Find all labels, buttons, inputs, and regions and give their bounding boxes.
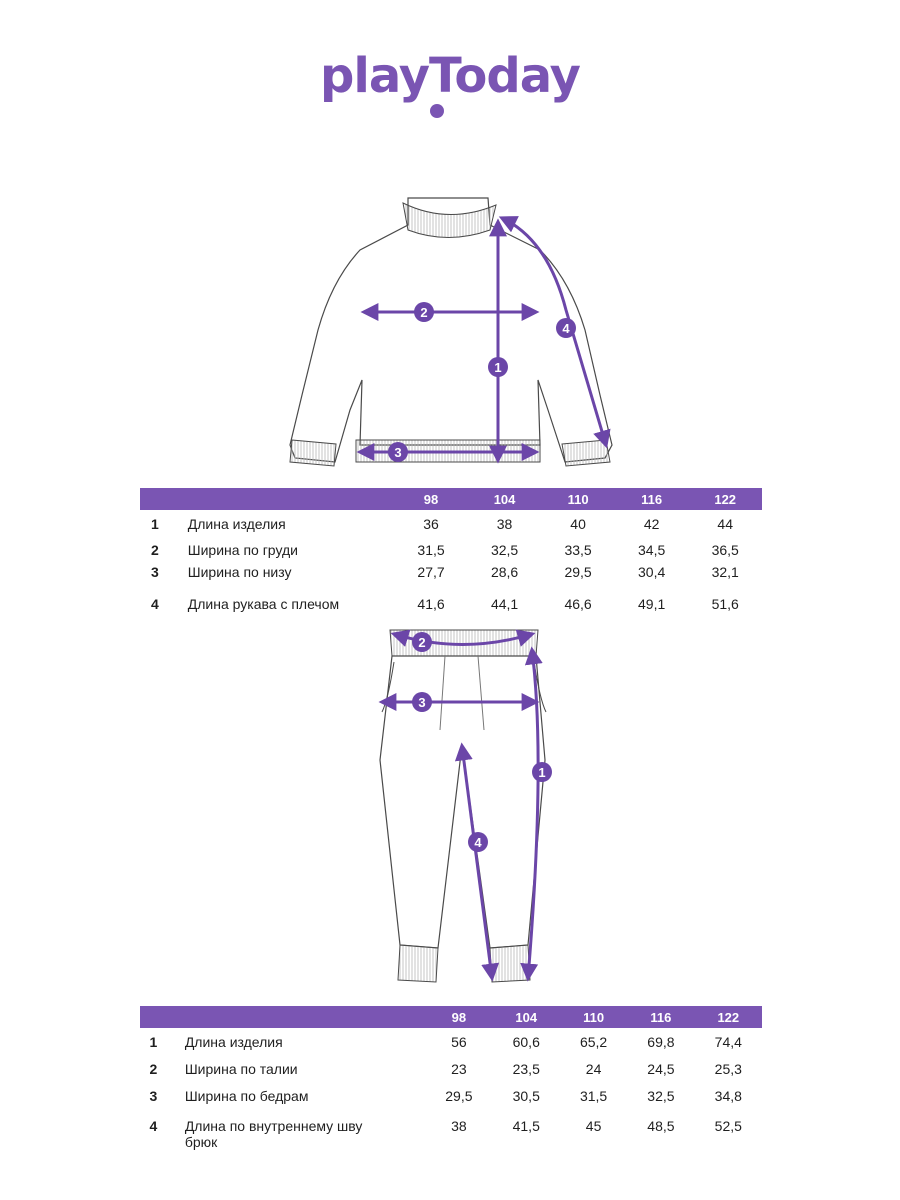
size-header: 116 (615, 488, 689, 510)
row-label: Ширина по низу (187, 564, 292, 580)
cell-value: 52,5 (714, 1118, 742, 1134)
cell-value: 60,6 (512, 1034, 540, 1050)
brand-logo (0, 48, 900, 104)
logo-text: playToday (320, 48, 580, 104)
row-number: 2 (150, 542, 159, 558)
table-header-row (140, 488, 762, 510)
cell-value: 69,8 (647, 1034, 675, 1050)
size-header: 104 (468, 488, 542, 510)
cell-value: 40 (570, 516, 586, 532)
row-label: Длина по внутреннему шву брюк (184, 1118, 363, 1150)
cell-value: 51,6 (711, 596, 739, 612)
cell-value: 30,4 (638, 564, 666, 580)
cell-value: 23,5 (512, 1061, 540, 1077)
cell-value: 36 (423, 516, 439, 532)
cell-value: 24,5 (647, 1061, 675, 1077)
size-header: 122 (688, 488, 762, 510)
cell-value: 44,1 (490, 596, 519, 612)
size-header: 98 (425, 1006, 492, 1028)
table-row (140, 1109, 762, 1159)
table-header-row (140, 1006, 762, 1028)
row-label: Длина изделия (187, 516, 286, 532)
table-row (140, 1055, 762, 1082)
cell-value: 45 (585, 1118, 602, 1134)
table-row (140, 1082, 762, 1109)
size-header: 104 (493, 1006, 560, 1028)
cell-value: 56 (451, 1034, 467, 1050)
row-number: 3 (149, 1088, 158, 1104)
cell-value: 30,5 (512, 1088, 540, 1104)
table-row (140, 536, 762, 562)
cell-value: 36,5 (711, 542, 739, 558)
cell-value: 74,4 (714, 1034, 742, 1050)
cell-value: 49,1 (638, 596, 666, 612)
cell-value: 65,2 (579, 1034, 608, 1050)
cell-value: 24 (585, 1061, 602, 1077)
row-label: Длина изделия (184, 1034, 283, 1050)
cell-value: 32,1 (711, 564, 739, 580)
size-header: 122 (695, 1006, 762, 1028)
table-row (140, 562, 762, 588)
cell-value: 38 (496, 516, 513, 532)
cell-value: 29,5 (564, 564, 592, 580)
row-label: Ширина по груди (187, 542, 298, 558)
cell-value: 25,3 (714, 1061, 742, 1077)
pants-illustration (0, 618, 900, 990)
sweater-marker-4: 4 (562, 321, 570, 336)
sweater-marker-3: 3 (394, 445, 402, 460)
cell-value: 41,5 (512, 1118, 540, 1134)
sweater-marker-2: 2 (420, 305, 428, 320)
row-number: 2 (149, 1061, 158, 1077)
pants-marker-2: 2 (418, 635, 426, 650)
row-number: 3 (150, 564, 159, 580)
cell-value: 31,5 (579, 1088, 608, 1104)
pants-marker-3: 3 (418, 695, 426, 710)
cell-value: 33,5 (564, 542, 592, 558)
cell-value: 34,5 (638, 542, 666, 558)
cell-value: 27,7 (417, 564, 445, 580)
table-row (140, 1028, 762, 1055)
size-header: 116 (627, 1006, 694, 1028)
cell-value: 41,6 (417, 596, 445, 612)
row-number: 1 (150, 516, 159, 532)
cell-value: 48,5 (647, 1118, 675, 1134)
sweater-size-table (140, 488, 762, 618)
row-label: Длина рукава с плечом (187, 596, 340, 612)
cell-value: 23 (451, 1061, 467, 1077)
table-row (140, 588, 762, 618)
sweater-illustration (0, 180, 900, 480)
row-number: 1 (149, 1034, 158, 1050)
pants-marker-1: 1 (538, 765, 546, 780)
row-number: 4 (150, 596, 159, 612)
cell-value: 34,8 (714, 1088, 742, 1104)
pants-size-table (140, 1006, 762, 1159)
cell-value: 42 (643, 516, 660, 532)
cell-value: 31,5 (417, 542, 445, 558)
cell-value: 38 (451, 1118, 467, 1134)
row-number: 4 (149, 1118, 158, 1134)
table-row (140, 510, 762, 536)
size-header: 98 (394, 488, 468, 510)
sweater-marker-1: 1 (494, 360, 502, 375)
cell-value: 32,5 (490, 542, 519, 558)
cell-value: 44 (717, 516, 733, 532)
cell-value: 29,5 (445, 1088, 473, 1104)
size-header: 110 (541, 488, 615, 510)
cell-value: 28,6 (490, 564, 519, 580)
cell-value: 32,5 (647, 1088, 675, 1104)
row-label: Ширина по бедрам (184, 1088, 309, 1104)
logo-dot-mark (430, 104, 444, 118)
cell-value: 46,6 (564, 596, 592, 612)
size-header: 110 (560, 1006, 627, 1028)
row-label: Ширина по талии (184, 1061, 298, 1077)
pants-marker-4: 4 (474, 835, 482, 850)
